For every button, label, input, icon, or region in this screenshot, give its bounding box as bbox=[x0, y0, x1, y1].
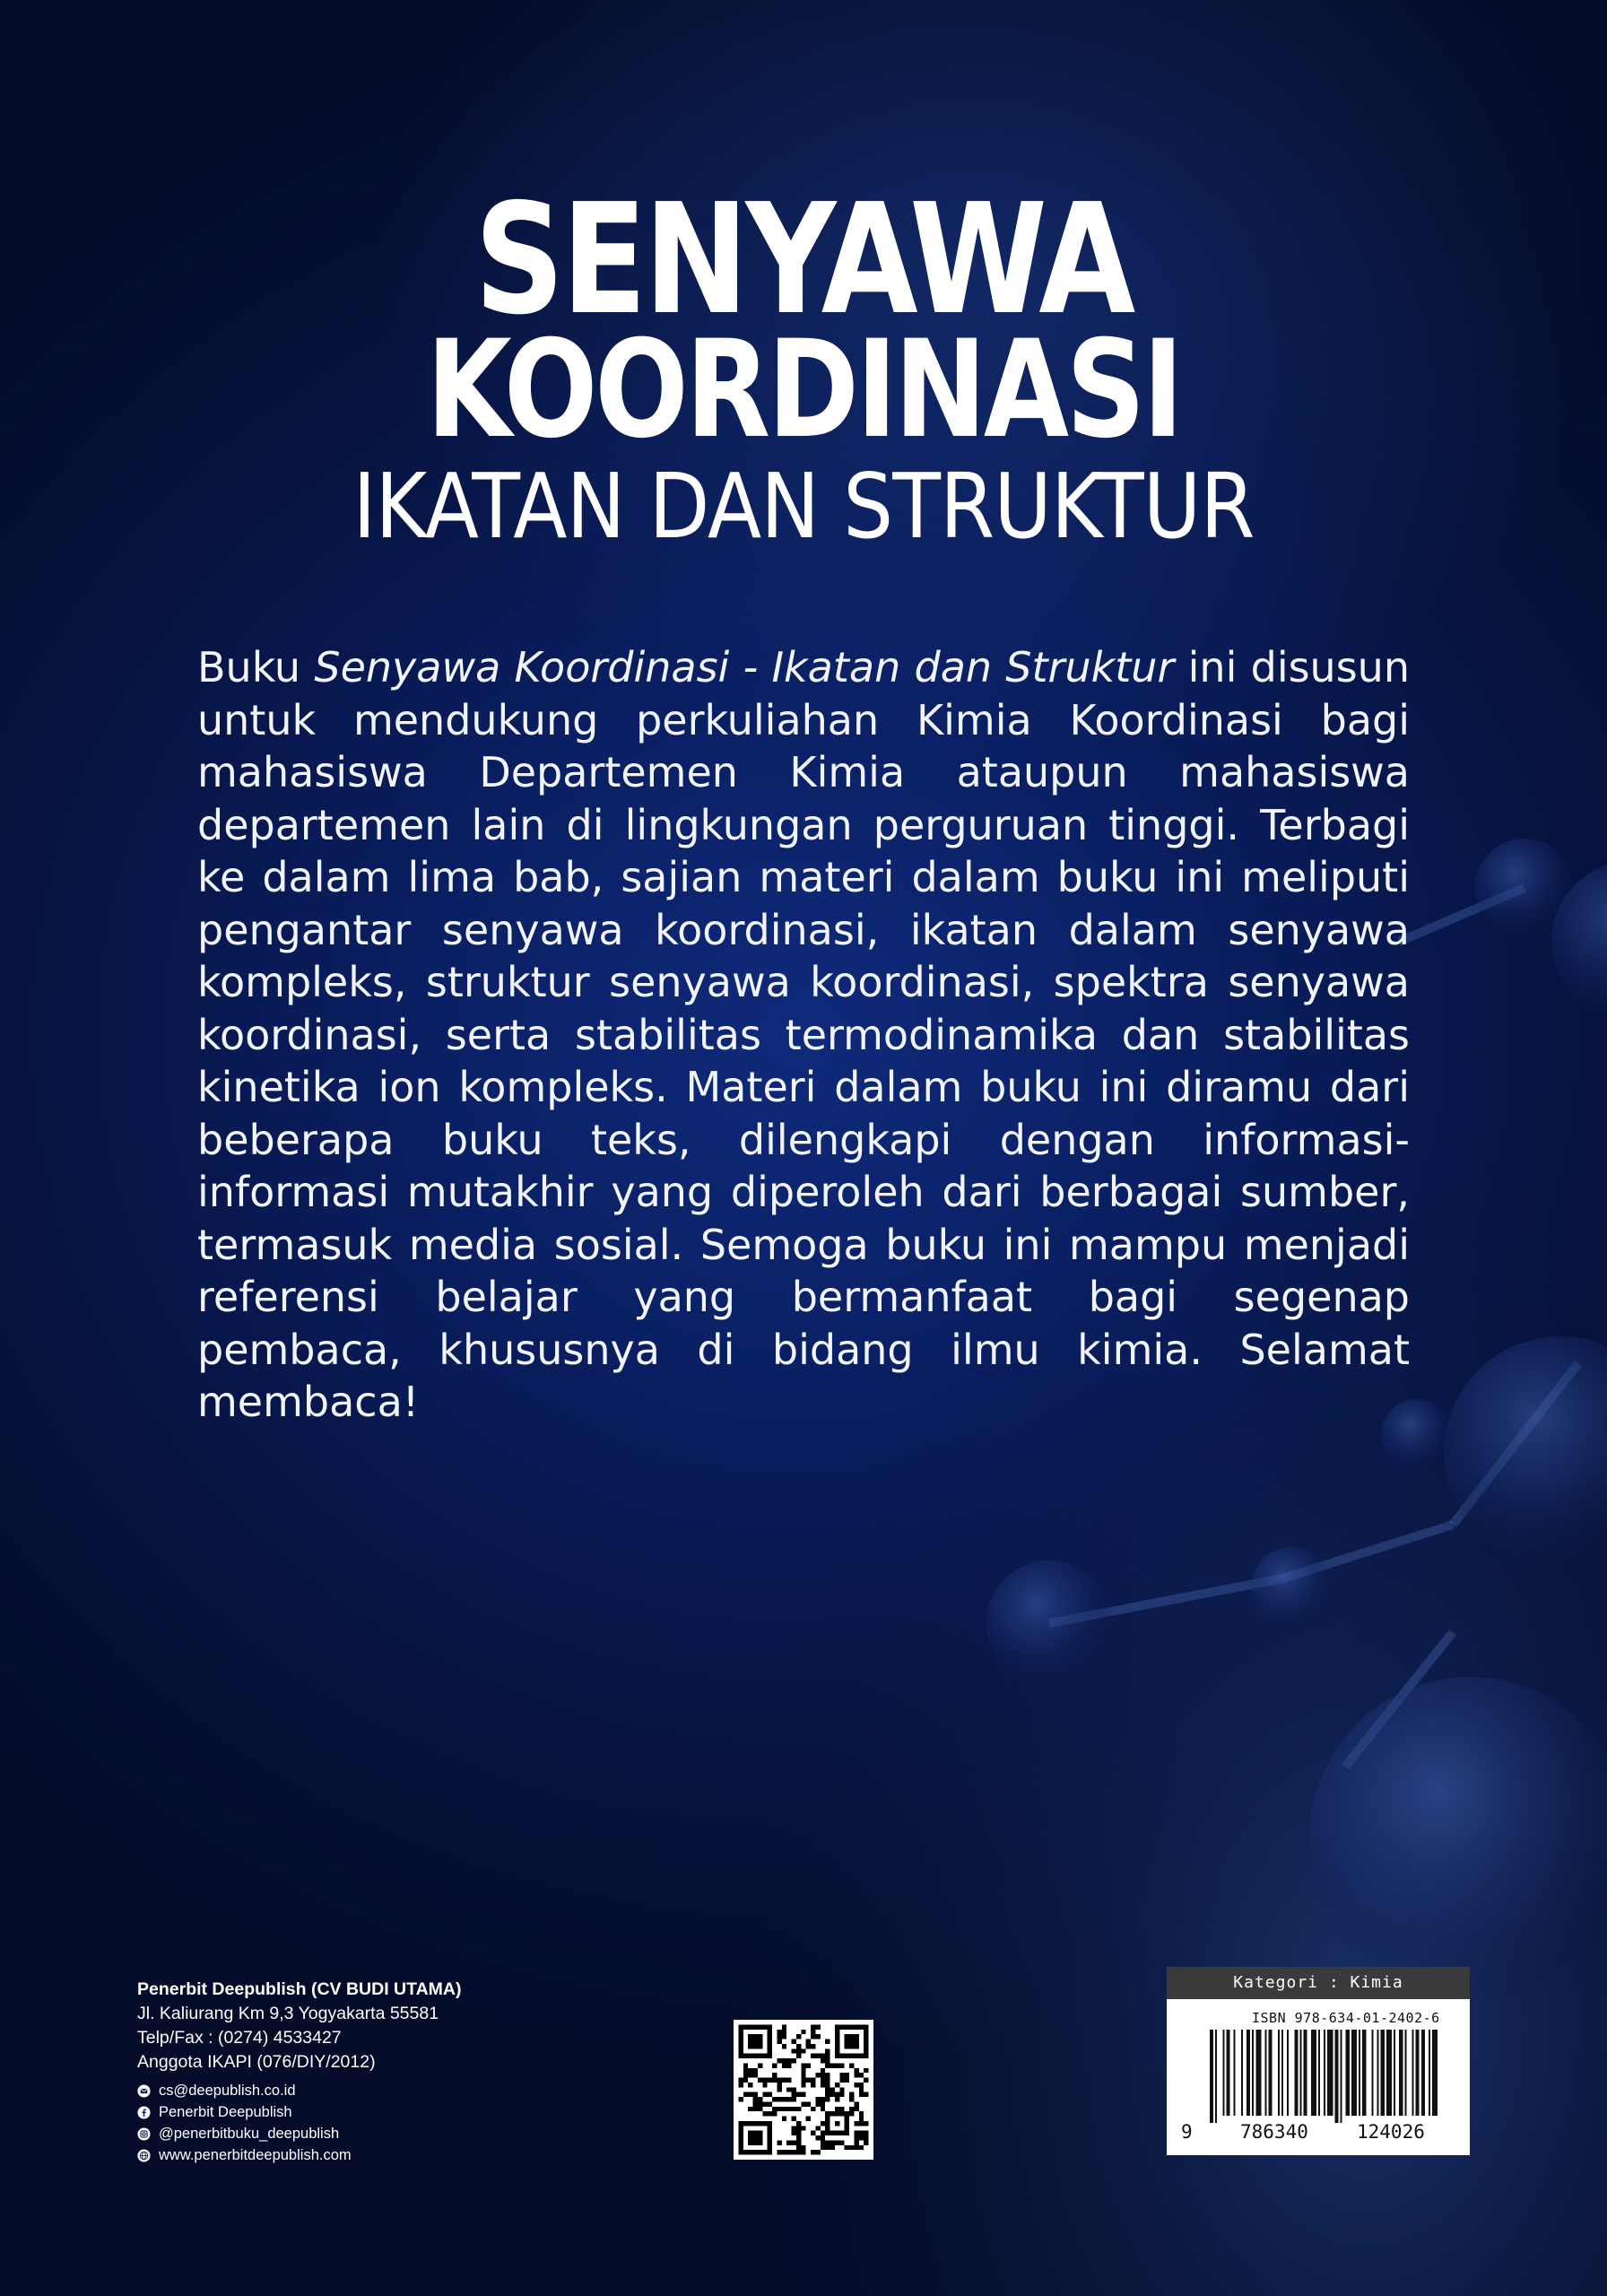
barcode-digits-left: 786340 bbox=[1240, 2121, 1308, 2143]
contact-email bbox=[137, 2080, 461, 2101]
barcode-digit-first: 9 bbox=[1181, 2121, 1193, 2143]
subtitle: IKATAN DAN STRUKTUR bbox=[352, 454, 1255, 559]
category-label: Kategori : Kimia bbox=[1167, 1967, 1470, 1999]
blurb-book-title: Senyawa Koordinasi - Ikatan dan Struktur bbox=[314, 643, 1175, 691]
contact-website-text: www.penerbitdeepublish.com bbox=[159, 2147, 352, 2163]
blurb-prefix: Buku bbox=[197, 643, 315, 691]
blurb-body: ini disusun untuk mendukung perkuliahan Kimia Koordinasi bagi mahasiswa Departemen Kimia ataupun mahasiswa departemen lain di lingkungan perguruan tinggi. Terbagi ke dalam lima bab, sajian materi dalam buku ini meliputi pengantar senyawa koordinasi, ikatan dalam senyawa kompleks, struktur senyawa koordinasi, spektra senyawa koordinasi, serta stabilitas termodinamika dan stabilitas kinetika ion kompleks. Materi dalam buku ini diramu dari beberapa buku teks, dilengkapi dengan informasi-informasi mutakhir yang diperoleh dari berbagai sumber, termasuk media sosial. Semoga buku ini mampu menjadi referensi belajar yang bermanfaat bagi segenap pembaca, khususnya di bidang ilmu kimia. Selamat membaca! bbox=[197, 643, 1410, 1426]
title-line-2: KOORDINASI bbox=[426, 312, 1181, 468]
qr-code bbox=[734, 2020, 873, 2160]
email-icon bbox=[137, 2084, 151, 2098]
isbn-barcode-panel bbox=[1167, 1967, 1470, 2155]
isbn-number: ISBN 978-634-01-2402-6 bbox=[1252, 2010, 1440, 2026]
qr-code-pattern bbox=[734, 2020, 873, 2160]
globe-icon bbox=[137, 2149, 151, 2162]
title-block bbox=[0, 171, 1607, 561]
book-description bbox=[197, 641, 1410, 1429]
barcode-digits-right: 124026 bbox=[1357, 2121, 1425, 2143]
contact-facebook bbox=[137, 2101, 461, 2123]
publisher-address: Jl. Kaliurang Km 9,3 Yogyakarta 55581 bbox=[137, 2004, 439, 2023]
contact-instagram bbox=[137, 2123, 461, 2144]
facebook-icon bbox=[137, 2106, 151, 2119]
title-line-1: SENYAWA bbox=[474, 171, 1133, 349]
contact-list bbox=[137, 2080, 461, 2166]
contact-facebook-text: Penerbit Deepublish bbox=[159, 2104, 292, 2120]
contact-email-text: cs@deepublish.co.id bbox=[159, 2083, 296, 2099]
instagram-icon bbox=[137, 2127, 151, 2141]
publisher-phone: Telp/Fax : (0274) 4533427 bbox=[137, 2028, 342, 2048]
publisher-membership: Anggota IKAPI (076/DIY/2012) bbox=[137, 2052, 376, 2072]
contact-instagram-text: @penerbitbuku_deepublish bbox=[159, 2126, 340, 2142]
contact-website bbox=[137, 2144, 461, 2166]
publisher-info bbox=[137, 1978, 461, 2166]
publisher-name: Penerbit Deepublish (CV BUDI UTAMA) bbox=[137, 1979, 462, 1999]
